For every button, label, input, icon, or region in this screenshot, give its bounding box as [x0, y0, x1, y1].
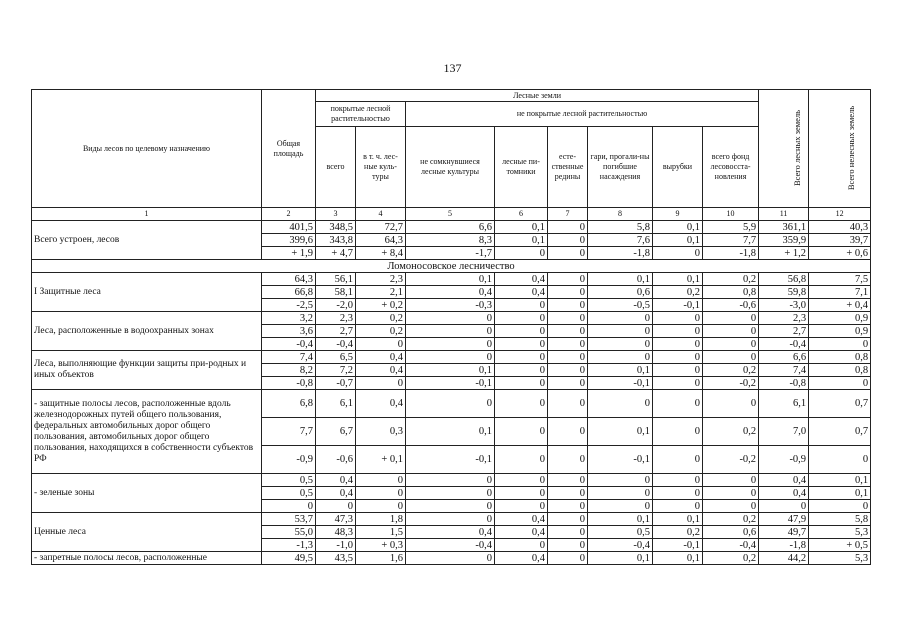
table-cell: 0,4: [495, 513, 548, 526]
table-cell: 0,1: [653, 552, 703, 565]
table-cell: 0: [548, 338, 588, 351]
table-cell: 0: [653, 446, 703, 474]
header-total-forest: Всего лесных земель: [759, 90, 809, 208]
table-cell: 0,7: [809, 390, 871, 418]
table-cell: 2,7: [316, 325, 356, 338]
table-cell: 0: [548, 487, 588, 500]
table-row: [32, 312, 871, 325]
table-cell: 0,4: [759, 474, 809, 487]
table-cell: 0: [809, 338, 871, 351]
column-number: 9: [653, 208, 703, 221]
table-cell: + 1,9: [262, 247, 316, 260]
column-number: 11: [759, 208, 809, 221]
table-cell: 0: [703, 338, 759, 351]
table-cell: 0,6: [703, 526, 759, 539]
table-cell: -2,0: [316, 299, 356, 312]
table-cell: -1,8: [588, 247, 653, 260]
table-cell: 5,3: [809, 526, 871, 539]
table-cell: 7,4: [759, 364, 809, 377]
table-cell: 0: [703, 325, 759, 338]
table-cell: + 1,2: [759, 247, 809, 260]
table-cell: 0: [653, 351, 703, 364]
table-cell: 39,7: [809, 234, 871, 247]
table-cell: 6,6: [406, 221, 495, 234]
table-cell: 0,1: [809, 474, 871, 487]
table-cell: -0,4: [316, 338, 356, 351]
table-cell: 0: [356, 338, 406, 351]
row-label: - защитные полосы лесов, расположенные вдоль железнодорожных путей общего пользования, федеральных автомобильных дорог общего пользования, автомобильных дорог общего пользования, находящихся в собственности субъектов РФ: [32, 390, 262, 474]
table-cell: 0: [495, 247, 548, 260]
table-cell: 56,1: [316, 273, 356, 286]
table-cell: 0: [548, 221, 588, 234]
table-cell: -0,8: [759, 377, 809, 390]
table-cell: 0,1: [495, 234, 548, 247]
table-cell: 361,1: [759, 221, 809, 234]
table-cell: 0: [653, 377, 703, 390]
table-cell: 0,5: [262, 487, 316, 500]
table-cell: 0: [406, 552, 495, 565]
table-cell: -0,4: [759, 338, 809, 351]
table-cell: 0,2: [356, 312, 406, 325]
table-cell: 0,1: [588, 364, 653, 377]
section-row: [32, 260, 871, 273]
header-unclosed-crops: не сомкнувшиеся лесные культуры: [406, 127, 495, 208]
table-cell: 47,9: [759, 513, 809, 526]
table-cell: 0,2: [703, 513, 759, 526]
table-cell: 0: [588, 312, 653, 325]
table-cell: 0: [548, 351, 588, 364]
table-cell: 0,1: [653, 221, 703, 234]
table-cell: -2,5: [262, 299, 316, 312]
table-cell: 0: [703, 474, 759, 487]
table-cell: 0: [548, 286, 588, 299]
table-cell: 0,4: [316, 487, 356, 500]
table-cell: 7,5: [809, 273, 871, 286]
table-cell: 0,4: [495, 526, 548, 539]
table-cell: 0: [703, 487, 759, 500]
row-label: Всего устроен, лесов: [32, 221, 262, 260]
table-cell: 3,2: [262, 312, 316, 325]
table-cell: 0: [588, 474, 653, 487]
table-cell: 2,3: [316, 312, 356, 325]
table-cell: 0: [653, 325, 703, 338]
column-number: 7: [548, 208, 588, 221]
table-cell: 0: [548, 247, 588, 260]
table-cell: 72,7: [356, 221, 406, 234]
table-cell: 0: [495, 418, 548, 446]
table-cell: 0,2: [703, 364, 759, 377]
table-cell: 0: [495, 377, 548, 390]
table-cell: 64,3: [356, 234, 406, 247]
table-cell: 0: [653, 500, 703, 513]
table-cell: 0,8: [809, 351, 871, 364]
table-cell: 0,4: [356, 351, 406, 364]
table-cell: 0,4: [495, 286, 548, 299]
table-cell: -0,8: [262, 377, 316, 390]
table-cell: 0,1: [588, 418, 653, 446]
table-cell: 0,4: [406, 526, 495, 539]
table-cell: 401,5: [262, 221, 316, 234]
table-cell: 58,1: [316, 286, 356, 299]
table-cell: -0,9: [262, 446, 316, 474]
table-cell: -0,6: [703, 299, 759, 312]
table-cell: 0,5: [262, 474, 316, 487]
table-cell: -0,4: [703, 539, 759, 552]
table-cell: 0,1: [653, 273, 703, 286]
table-cell: 7,4: [262, 351, 316, 364]
table-cell: 0: [588, 390, 653, 418]
table-cell: 49,5: [262, 552, 316, 565]
column-number: 4: [356, 208, 406, 221]
table-cell: 0: [548, 312, 588, 325]
table-cell: 0,1: [588, 513, 653, 526]
table-cell: 0: [406, 325, 495, 338]
table-cell: 8,2: [262, 364, 316, 377]
table-cell: 0: [548, 446, 588, 474]
table-cell: 48,3: [316, 526, 356, 539]
page-number: 137: [443, 61, 462, 75]
table-cell: 0: [588, 487, 653, 500]
header-types: Виды лесов по целевому назначению: [32, 90, 262, 208]
table-cell: 0,2: [356, 325, 406, 338]
table-cell: 0,1: [588, 273, 653, 286]
table-cell: 0: [316, 500, 356, 513]
header-total-nonforest: Всего нелесных земель: [809, 90, 871, 208]
table-cell: 0,9: [809, 325, 871, 338]
table-cell: 2,1: [356, 286, 406, 299]
header-not-covered: не покрытые лесной растительностью: [406, 102, 759, 127]
table-cell: -0,1: [588, 377, 653, 390]
header-forest-lands: Лесные земли: [316, 90, 759, 102]
table-cell: 7,1: [809, 286, 871, 299]
table-cell: 0,1: [406, 364, 495, 377]
table-cell: -0,6: [316, 446, 356, 474]
table-cell: 0,4: [495, 273, 548, 286]
table-cell: 0: [548, 299, 588, 312]
table-cell: 0: [653, 487, 703, 500]
table-cell: 0: [703, 312, 759, 325]
table-cell: 0: [406, 338, 495, 351]
table-cell: 0: [406, 312, 495, 325]
table-cell: 6,1: [316, 390, 356, 418]
header-nurseries: лесные пи-томники: [495, 127, 548, 208]
table-cell: 0: [495, 325, 548, 338]
table-cell: 0: [495, 487, 548, 500]
table-cell: 0: [653, 312, 703, 325]
table-cell: 0: [406, 351, 495, 364]
table-cell: + 0,5: [809, 539, 871, 552]
table-cell: 0,2: [653, 286, 703, 299]
table-cell: 399,6: [262, 234, 316, 247]
table-cell: 7,7: [262, 418, 316, 446]
row-label: Леса, расположенные в водоохранных зонах: [32, 312, 262, 351]
table-cell: 7,6: [588, 234, 653, 247]
table-cell: 0: [548, 474, 588, 487]
header-covered-crops: в т. ч. лес-ные куль-туры: [356, 127, 406, 208]
table-cell: 0: [356, 474, 406, 487]
table-cell: + 8,4: [356, 247, 406, 260]
table-cell: 0,2: [703, 273, 759, 286]
table-cell: -0,4: [262, 338, 316, 351]
column-number: 1: [32, 208, 262, 221]
table-cell: 0,4: [495, 552, 548, 565]
table-cell: 7,0: [759, 418, 809, 446]
forest-area-table: [31, 89, 871, 565]
column-number: 8: [588, 208, 653, 221]
table-cell: 0: [495, 299, 548, 312]
table-cell: 0,1: [406, 273, 495, 286]
table-cell: 0: [548, 273, 588, 286]
table-cell: 0: [653, 390, 703, 418]
table-cell: 0,2: [703, 552, 759, 565]
table-cell: 0: [548, 500, 588, 513]
table-cell: 0,8: [703, 286, 759, 299]
table-cell: 0: [495, 500, 548, 513]
table-cell: -0,2: [703, 377, 759, 390]
table-cell: 6,8: [262, 390, 316, 418]
table-cell: 0,1: [809, 487, 871, 500]
table-cell: + 0,3: [356, 539, 406, 552]
table-cell: 0,4: [316, 474, 356, 487]
table-cell: -0,5: [588, 299, 653, 312]
table-cell: 0: [495, 390, 548, 418]
row-label: Ценные леса: [32, 513, 262, 552]
table-cell: -0,1: [653, 299, 703, 312]
table-cell: 0,1: [406, 418, 495, 446]
table-cell: -0,1: [588, 446, 653, 474]
table-cell: 0: [406, 500, 495, 513]
table-cell: 348,5: [316, 221, 356, 234]
table-cell: 0: [495, 364, 548, 377]
table-cell: -1,8: [759, 539, 809, 552]
table-cell: 0,5: [588, 526, 653, 539]
table-cell: 0: [653, 338, 703, 351]
table-cell: -0,4: [588, 539, 653, 552]
table-cell: 0,6: [588, 286, 653, 299]
table-cell: 0: [548, 234, 588, 247]
column-numbers-row: [32, 208, 871, 221]
table-cell: 0: [703, 500, 759, 513]
table-cell: 0: [406, 474, 495, 487]
row-label: Леса, выполняющие функции защиты при-родных и иных объектов: [32, 351, 262, 390]
table-cell: 0,7: [809, 418, 871, 446]
table-cell: -0,1: [406, 446, 495, 474]
table-cell: 64,3: [262, 273, 316, 286]
table-cell: 0: [406, 513, 495, 526]
table-cell: 5,9: [703, 221, 759, 234]
column-number: 3: [316, 208, 356, 221]
table-cell: 0: [495, 539, 548, 552]
table-cell: 0: [495, 446, 548, 474]
table-cell: 47,3: [316, 513, 356, 526]
column-number: 6: [495, 208, 548, 221]
table-cell: 1,8: [356, 513, 406, 526]
table-cell: 0,1: [588, 552, 653, 565]
table-cell: 7,7: [703, 234, 759, 247]
table-cell: + 0,1: [356, 446, 406, 474]
table-body: [32, 221, 871, 565]
table-cell: 0: [653, 418, 703, 446]
table-cell: 0,4: [406, 286, 495, 299]
table-row: [32, 552, 871, 565]
table-cell: 55,0: [262, 526, 316, 539]
table-header: [32, 90, 871, 221]
table-cell: 0,1: [495, 221, 548, 234]
row-label: - зеленые зоны: [32, 474, 262, 513]
column-number: 12: [809, 208, 871, 221]
table-cell: 0: [495, 338, 548, 351]
table-cell: 0: [588, 338, 653, 351]
table-cell: 44,2: [759, 552, 809, 565]
table-row: [32, 390, 871, 418]
table-cell: 6,1: [759, 390, 809, 418]
table-cell: + 0,2: [356, 299, 406, 312]
table-cell: 5,8: [588, 221, 653, 234]
table-cell: 0: [703, 351, 759, 364]
table-cell: -1,8: [703, 247, 759, 260]
table-cell: 0: [548, 364, 588, 377]
table-cell: 0: [653, 247, 703, 260]
table-cell: 6,6: [759, 351, 809, 364]
table-cell: 0: [548, 552, 588, 565]
table-cell: 0: [356, 377, 406, 390]
table-cell: 0: [588, 325, 653, 338]
table-cell: -0,7: [316, 377, 356, 390]
table-cell: 0: [809, 446, 871, 474]
table-cell: 0,1: [653, 234, 703, 247]
column-number: 10: [703, 208, 759, 221]
table-row: [32, 273, 871, 286]
table-cell: 0: [703, 390, 759, 418]
table-cell: -1,3: [262, 539, 316, 552]
row-label: I Защитные леса: [32, 273, 262, 312]
table-cell: 0: [356, 487, 406, 500]
table-cell: 0: [495, 312, 548, 325]
table-cell: 0,4: [356, 364, 406, 377]
table-cell: 0: [653, 364, 703, 377]
table-cell: 0: [653, 474, 703, 487]
table-cell: 0,8: [809, 364, 871, 377]
table-cell: 0: [759, 500, 809, 513]
table-cell: 1,5: [356, 526, 406, 539]
table-cell: 5,8: [809, 513, 871, 526]
table-cell: + 0,6: [809, 247, 871, 260]
table-cell: 0: [548, 539, 588, 552]
table-cell: 0: [809, 500, 871, 513]
header-fellings: вырубки: [653, 127, 703, 208]
section-title: Ломоносовское лесничество: [32, 260, 871, 273]
table-cell: 3,6: [262, 325, 316, 338]
table-cell: -0,9: [759, 446, 809, 474]
table-cell: 8,3: [406, 234, 495, 247]
table-cell: 56,8: [759, 273, 809, 286]
table-cell: 43,5: [316, 552, 356, 565]
table-cell: 343,8: [316, 234, 356, 247]
table-row: [32, 474, 871, 487]
table-cell: -0,1: [406, 377, 495, 390]
table-cell: 2,3: [759, 312, 809, 325]
table-cell: 0,9: [809, 312, 871, 325]
table-cell: 0: [356, 500, 406, 513]
table-cell: 0: [588, 351, 653, 364]
table-cell: 0: [548, 325, 588, 338]
table-cell: 0,1: [653, 513, 703, 526]
table-cell: 0,4: [356, 390, 406, 418]
table-cell: + 4,7: [316, 247, 356, 260]
column-number: 5: [406, 208, 495, 221]
table-cell: 0: [495, 474, 548, 487]
table-cell: 0: [548, 390, 588, 418]
table-cell: 53,7: [262, 513, 316, 526]
table-cell: 40,3: [809, 221, 871, 234]
table-cell: 7,2: [316, 364, 356, 377]
table-cell: -0,1: [653, 539, 703, 552]
table-cell: 0: [548, 377, 588, 390]
row-label: - запретные полосы лесов, расположенные: [32, 552, 262, 565]
table-cell: -1,0: [316, 539, 356, 552]
table-cell: 6,5: [316, 351, 356, 364]
table-cell: 359,9: [759, 234, 809, 247]
table-cell: 0: [809, 377, 871, 390]
table-cell: 6,7: [316, 418, 356, 446]
header-reforest-fund: всего фонд лесовосста-новления: [703, 127, 759, 208]
table-cell: 0: [588, 500, 653, 513]
table-cell: -0,3: [406, 299, 495, 312]
table-cell: -0,4: [406, 539, 495, 552]
table-row: [32, 221, 871, 234]
table-cell: 0,2: [703, 418, 759, 446]
table-cell: 0: [495, 351, 548, 364]
table-cell: + 0,4: [809, 299, 871, 312]
table-cell: 0: [548, 513, 588, 526]
header-total-area: Общая площадь: [262, 90, 316, 208]
table-cell: 0,2: [653, 526, 703, 539]
header-covered-total: всего: [316, 127, 356, 208]
table-cell: 5,3: [809, 552, 871, 565]
table-cell: 0,3: [356, 418, 406, 446]
table-cell: 0: [406, 390, 495, 418]
table-cell: 2,7: [759, 325, 809, 338]
table-cell: 0: [548, 526, 588, 539]
table-cell: 49,7: [759, 526, 809, 539]
table-row: [32, 351, 871, 364]
table-cell: 0: [262, 500, 316, 513]
table-cell: 2,3: [356, 273, 406, 286]
table-cell: 59,8: [759, 286, 809, 299]
header-natural-gaps: есте-ственные редины: [548, 127, 588, 208]
table-cell: -3,0: [759, 299, 809, 312]
table-cell: -1,7: [406, 247, 495, 260]
header-covered: покрытые лесной растительностью: [316, 102, 406, 127]
table-cell: 0,4: [759, 487, 809, 500]
table-cell: 0: [548, 418, 588, 446]
table-cell: -0,2: [703, 446, 759, 474]
table-row: [32, 513, 871, 526]
table-cell: 0: [406, 487, 495, 500]
table-cell: 1,6: [356, 552, 406, 565]
table-cell: 66,8: [262, 286, 316, 299]
header-burns: гари, прогали-ны погибшие насаждения: [588, 127, 653, 208]
column-number: 2: [262, 208, 316, 221]
